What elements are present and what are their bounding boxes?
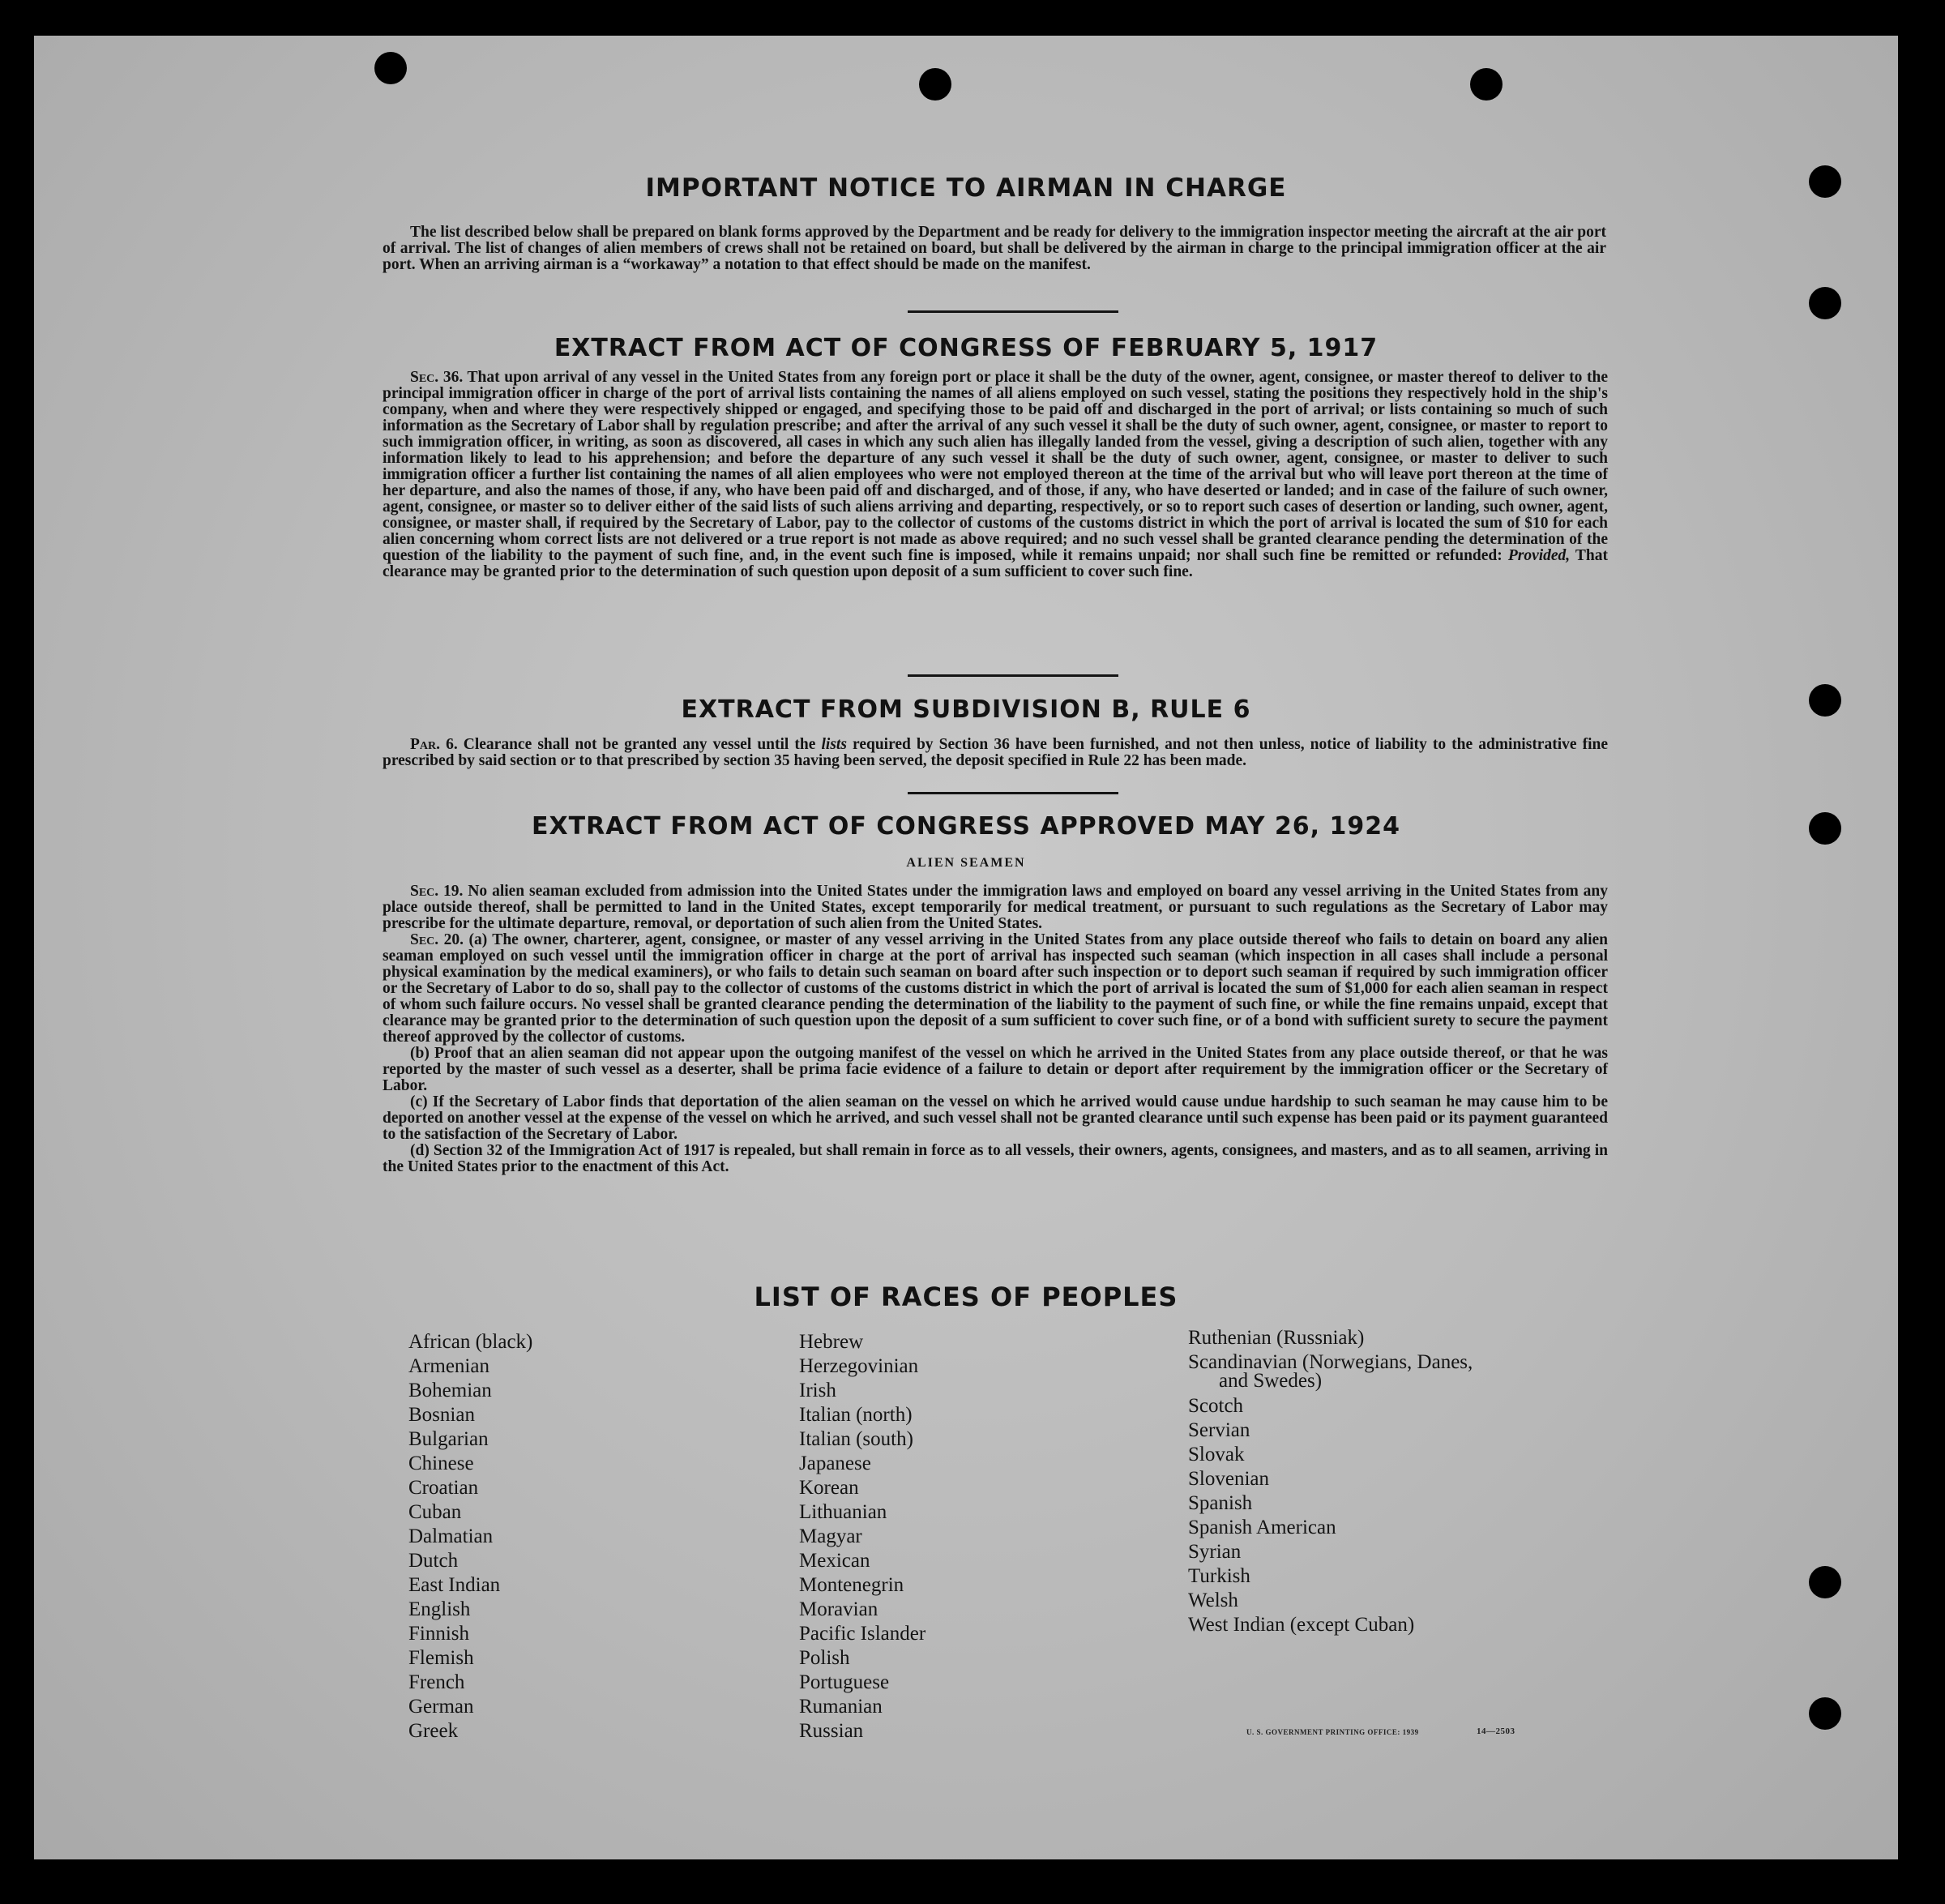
- race-item: and Swedes): [1219, 1370, 1323, 1392]
- race-item: Bosnian: [408, 1404, 475, 1426]
- races-column-3: [1188, 1326, 1473, 1637]
- act-1924-subtitle: ALIEN SEAMEN: [906, 856, 1026, 870]
- document-page: [34, 36, 1898, 1859]
- race-item: Montenegrin: [799, 1574, 904, 1596]
- punch-hole: [1809, 1566, 1841, 1598]
- race-item: Welsh: [1188, 1590, 1238, 1611]
- section-20-d: (d) Section 32 of the Immigration Act of 1917 is repealed, but shall remain in force as to all vessels, their owners, agents, consignees, and masters, and as to all seamen, arriving in the United States prior to the enactment of this Act.: [383, 1142, 1608, 1175]
- race-item: Moravian: [799, 1598, 878, 1620]
- punch-hole: [1809, 287, 1841, 319]
- race-item: Korean: [799, 1477, 859, 1499]
- proviso-text: That clearance may be granted prior to the determination of such question upon deposit of a sum sufficient to cover such fine.: [383, 547, 1608, 580]
- race-item: Hebrew: [799, 1331, 864, 1353]
- race-item: Magyar: [799, 1525, 862, 1547]
- printer-imprint: U. S. GOVERNMENT PRINTING OFFICE: 1939: [1246, 1728, 1419, 1736]
- race-item: Polish: [799, 1647, 850, 1669]
- punch-hole: [1470, 68, 1503, 101]
- race-item: English: [408, 1598, 471, 1620]
- rule-6-paragraph: [383, 737, 1608, 769]
- rule-6-title: EXTRACT FROM SUBDIVISION B, RULE 6: [681, 695, 1251, 724]
- races-column-2: [799, 1330, 925, 1744]
- race-item: Dalmatian: [408, 1525, 494, 1547]
- paragraph-text-b: required by Section 36 have been furnished, and not then unless, notice of liability to the administrative fine prescribed by said section or to that prescribed by section 35 having been served, the deposit specified in Rule 22 has been made.: [383, 736, 1609, 769]
- section-label: Sec. 36.: [410, 369, 464, 386]
- proviso-label: Provided,: [1507, 547, 1571, 564]
- section-20-a: (a) The owner, charterer, agent, consignee, or master of any vessel arriving in the United States from any place outside thereof who fails to detain on board any alien seaman employed on such vessel until the immigration officer in charge at the port of arrival has inspected such seaman (which inspection in all cases shall include a personal physical examination by the medical examiners), or who fails to detain such seaman on board after such inspection or to deport such seaman if required by such immigration officer or the Secretary of Labor to do so, shall pay to the collector of customs of the customs district in which the port of arrival is located the sum of $1,000 for each alien seaman in respect of whom such failure occurs. No vessel shall be granted clearance pending the determination of the liability to the payment of such fine, or while the fine remains unpaid, except that clearance may be granted prior to the determination of such question upon the deposit of a sum sufficient to cover such fine, or of a bond with sufficient surety to secure the payment thereof approved by the collector of customs.: [383, 931, 1609, 1046]
- act-1917-section-36: [383, 370, 1608, 580]
- race-item: Servian: [1188, 1419, 1250, 1441]
- race-item: Spanish American: [1188, 1517, 1336, 1538]
- race-item: Slovenian: [1188, 1468, 1269, 1490]
- divider: [908, 792, 1118, 794]
- race-item: Greek: [408, 1720, 459, 1742]
- races-title: LIST OF RACES OF PEOPLES: [754, 1281, 1178, 1312]
- races-column-1: [408, 1330, 532, 1744]
- race-item: French: [408, 1671, 465, 1693]
- race-item: Mexican: [799, 1550, 870, 1572]
- race-item: Portuguese: [799, 1671, 890, 1693]
- punch-hole: [1809, 1697, 1841, 1730]
- race-item: German: [408, 1696, 474, 1718]
- race-item: Bohemian: [408, 1380, 492, 1401]
- section-19-label: Sec. 19.: [410, 883, 464, 900]
- punch-hole: [374, 52, 407, 84]
- race-item: West Indian (except Cuban): [1188, 1614, 1415, 1636]
- section-19-text: No alien seaman excluded from admission into the United States under the immigration laws and employed on board any vessel arriving in the United States from any place outside thereof, shall be permitted to land in the United States, except temporarily for medical treatment, or pursuant to such regulations as the Secretary of Labor may prescribe for the ultimate departure, removal, or deportation of such alien from the United States.: [383, 883, 1609, 932]
- punch-hole: [919, 68, 951, 101]
- paragraph-label: Par. 6.: [410, 736, 458, 753]
- race-item: Turkish: [1188, 1565, 1250, 1587]
- notice-text: The list described below shall be prepared on blank forms approved by the Department and be ready for delivery to the immigration inspector meeting the aircraft at the air port of arrival. The list of changes of alien members of crews shall not be retained on board, but shall be delivered by the airman in charge to the principal immigration officer at the air port. When an arriving airman is a “workaway” a notation to that effect should be made on the manifest.: [383, 224, 1606, 273]
- race-item: Bulgarian: [408, 1428, 489, 1450]
- section-20-b: (b) Proof that an alien seaman did not appear upon the outgoing manifest of the vessel on which he arrived in the United States from any place outside thereof, or that he was reported by the master of such vessel as a deserter, shall be prima facie evidence of a failure to detain or deport after requirement by the immigration officer or the Secretary of Labor.: [383, 1045, 1608, 1094]
- race-item: Chinese: [408, 1453, 474, 1474]
- race-item: Flemish: [408, 1647, 474, 1669]
- race-item: Italian (north): [799, 1404, 913, 1426]
- race-item: African (black): [408, 1331, 533, 1353]
- section-20-label: Sec. 20.: [410, 931, 464, 948]
- race-item: Armenian: [408, 1355, 489, 1377]
- act-1924-title: EXTRACT FROM ACT OF CONGRESS APPROVED MAY 26, 1924: [532, 812, 1400, 841]
- act-1924-sections: [383, 884, 1608, 1175]
- notice-paragraph: [383, 225, 1606, 273]
- race-item: Slovak: [1188, 1444, 1245, 1465]
- race-item: Italian (south): [799, 1428, 913, 1450]
- race-item: Dutch: [408, 1550, 459, 1572]
- race-item: Pacific Islander: [799, 1623, 926, 1645]
- section-20-c: (c) If the Secretary of Labor finds that deportation of the alien seaman on the vessel on which he arrived would cause undue hardship to such seaman he may cause him to be deported on another vessel at the expense of the vessel on which he arrived, and such vessel shall not be granted clearance until such expense has been paid or its payment guaranteed to the satisfaction of the Secretary of Labor.: [383, 1093, 1608, 1143]
- form-number: 14—2503: [1477, 1726, 1515, 1736]
- race-item: Croatian: [408, 1477, 479, 1499]
- race-item: Russian: [799, 1720, 864, 1742]
- paragraph-italic: lists: [821, 736, 847, 753]
- race-item: Spanish: [1188, 1492, 1253, 1514]
- race-item: Cuban: [408, 1501, 462, 1523]
- divider: [908, 310, 1118, 313]
- race-item: Scotch: [1188, 1395, 1244, 1417]
- race-item: East Indian: [408, 1574, 501, 1596]
- race-item: Finnish: [408, 1623, 470, 1645]
- race-item: Lithuanian: [799, 1501, 887, 1523]
- paragraph-text-a: Clearance shall not be granted any vessel until the: [463, 736, 816, 753]
- race-item: Syrian: [1188, 1541, 1242, 1563]
- race-item: Scandinavian (Norwegians, Danes,: [1188, 1351, 1473, 1373]
- race-item: Herzegovinian: [799, 1355, 919, 1377]
- section-text: That upon arrival of any vessel in the United States from any foreign port or place it shall be the duty of the owner, agent, consignee, or master thereof to deliver to the principal immigration officer in charge of the port of arrival lists containing the names of all aliens employed on such vessel, stating the positions they respectively hold in the ship's company, when and where they were respectively shipped or engaged, and specifying those to be paid off and discharged in the port of arrival; or lists containing so much of such information as the Secretary of Labor shall by regulation prescribe; and after the arrival of any such vessel it shall be the duty of such owner, agent, consignee, or master to report to such immigration officer, in writing, as soon as discovered, all cases in which any such alien has illegally landed from the vessel, giving a description of such alien, together with any information likely to lead to his apprehension; and before the departure of any such vessel it shall be the duty of such owner, agent, consignee, or master to deliver to such immigration officer a further list containing the names of all alien employees who were not employed thereon at the time of the arrival but who will leave port thereon at the time of her departure, and also the names of those, if any, who have been paid off and discharged, and of those, if any, who have deserted or landed; and in case of the failure of such owner, agent, consignee, or master so to deliver either of the said lists of such aliens arriving and departing, respectively, or so to report such cases of desertion or landing, such owner, agent, consignee, or master shall, if required by the Secretary of Labor, pay to the collector of customs of the customs district in which the port of arrival is located the sum of $10 for each alien concerning whom correct lists are not delivered or a true report is not made as above required; and no such vessel shall be granted clearance pending the determination of the question of the liability to the payment of such fine, and, in the event such fine is imposed, while it remains unpaid; nor shall such fine be remitted or refunded:: [383, 369, 1608, 564]
- notice-title: IMPORTANT NOTICE TO AIRMAN IN CHARGE: [645, 173, 1287, 203]
- act-1917-title: EXTRACT FROM ACT OF CONGRESS OF FEBRUARY 5, 1917: [554, 334, 1379, 362]
- divider: [908, 674, 1118, 677]
- race-item: Ruthenian (Russniak): [1188, 1327, 1365, 1349]
- race-item: Irish: [799, 1380, 836, 1401]
- race-item: Rumanian: [799, 1696, 883, 1718]
- race-item: Japanese: [799, 1453, 871, 1474]
